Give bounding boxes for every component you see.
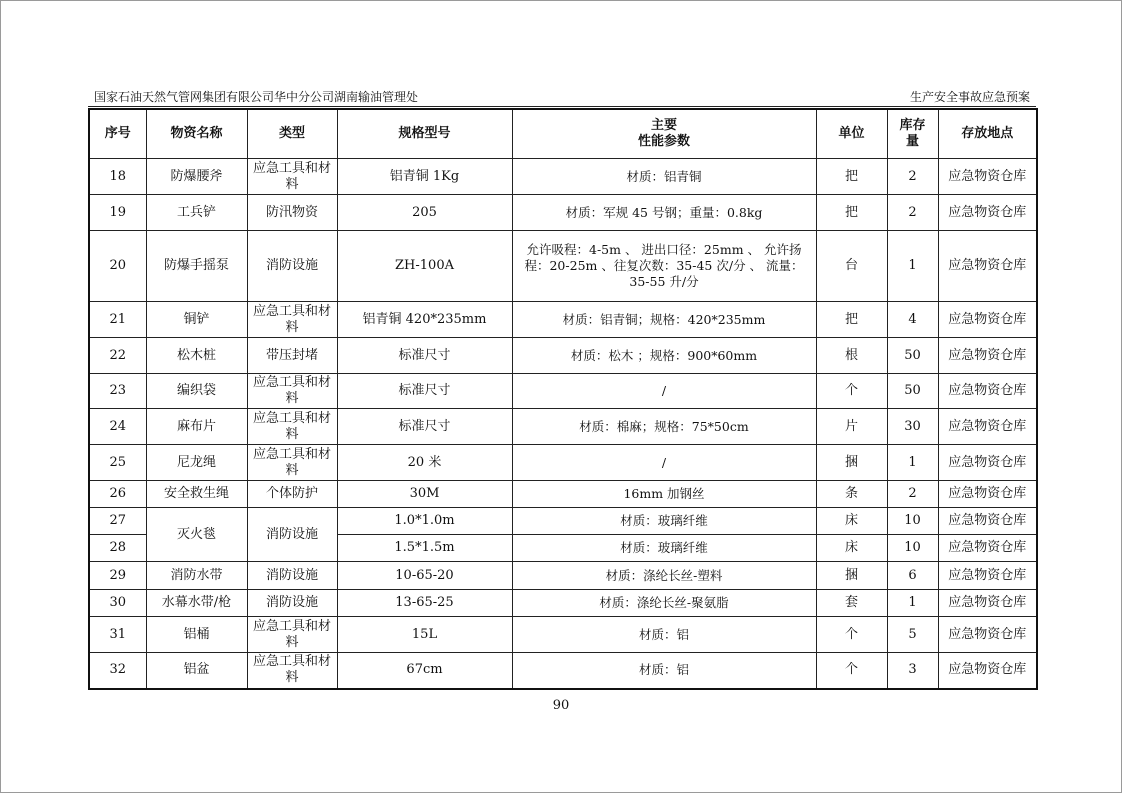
cell-location: 应急物资仓库 xyxy=(938,374,1037,409)
col-header-location: 存放地点 xyxy=(938,109,1037,159)
cell-qty: 2 xyxy=(887,195,938,231)
cell-unit: 台 xyxy=(816,231,887,302)
cell-location: 应急物资仓库 xyxy=(938,231,1037,302)
cell-name: 消防水带 xyxy=(146,562,247,590)
cell-location: 应急物资仓库 xyxy=(938,445,1037,481)
cell-no: 28 xyxy=(89,535,146,562)
table-row xyxy=(89,508,1037,535)
cell-no: 30 xyxy=(89,590,146,617)
cell-type: 消防设施 xyxy=(247,562,337,590)
cell-unit: 套 xyxy=(816,590,887,617)
table-row xyxy=(89,481,1037,508)
cell-params: 材质：军规 45 号钢；重量：0.8kg xyxy=(512,195,816,231)
cell-qty: 10 xyxy=(887,535,938,562)
cell-location: 应急物资仓库 xyxy=(938,535,1037,562)
cell-unit: 个 xyxy=(816,617,887,653)
cell-location: 应急物资仓库 xyxy=(938,302,1037,338)
cell-no: 26 xyxy=(89,481,146,508)
cell-no: 32 xyxy=(89,653,146,689)
table-row xyxy=(89,590,1037,617)
cell-type: 应急工具和材料 xyxy=(247,617,337,653)
col-header-type: 类型 xyxy=(247,109,337,159)
cell-no: 31 xyxy=(89,617,146,653)
cell-params: 材质：涤纶长丝-塑料 xyxy=(512,562,816,590)
page-number: 90 xyxy=(552,698,570,713)
cell-name: 麻布片 xyxy=(146,409,247,445)
table-row xyxy=(89,617,1037,653)
cell-unit: 床 xyxy=(816,535,887,562)
cell-unit: 个 xyxy=(816,653,887,689)
cell-qty: 6 xyxy=(887,562,938,590)
cell-params: 材质：玻璃纤维 xyxy=(512,535,816,562)
cell-location: 应急物资仓库 xyxy=(938,481,1037,508)
cell-qty: 10 xyxy=(887,508,938,535)
cell-name: 尼龙绳 xyxy=(146,445,247,481)
cell-qty: 50 xyxy=(887,338,938,374)
cell-location: 应急物资仓库 xyxy=(938,653,1037,689)
cell-params: 材质：铝青铜；规格：420*235mm xyxy=(512,302,816,338)
table-row xyxy=(89,562,1037,590)
cell-qty: 1 xyxy=(887,590,938,617)
cell-name: 水幕水带/枪 xyxy=(146,590,247,617)
cell-spec: 205 xyxy=(337,195,512,231)
col-header-qty xyxy=(887,109,938,159)
cell-spec: 1.0*1.0m xyxy=(337,508,512,535)
cell-spec: 15L xyxy=(337,617,512,653)
col-header-qty-line2: 量 xyxy=(905,134,919,149)
page-header xyxy=(88,88,1036,107)
cell-unit: 个 xyxy=(816,374,887,409)
cell-params: 材质：铝青铜 xyxy=(512,159,816,195)
cell-no: 23 xyxy=(89,374,146,409)
cell-spec: 标准尺寸 xyxy=(337,409,512,445)
cell-spec: 标准尺寸 xyxy=(337,338,512,374)
cell-type: 个体防护 xyxy=(247,481,337,508)
cell-location: 应急物资仓库 xyxy=(938,195,1037,231)
cell-type: 应急工具和材料 xyxy=(247,409,337,445)
cell-unit: 把 xyxy=(816,302,887,338)
cell-type: 消防设施 xyxy=(247,231,337,302)
cell-params: 材质：棉麻；规格：75*50cm xyxy=(512,409,816,445)
cell-unit: 把 xyxy=(816,159,887,195)
cell-params: 16mm 加钢丝 xyxy=(512,481,816,508)
cell-name: 工兵铲 xyxy=(146,195,247,231)
cell-no: 18 xyxy=(89,159,146,195)
cell-type: 消防设施 xyxy=(247,508,337,562)
cell-name: 防爆手摇泵 xyxy=(146,231,247,302)
cell-qty: 1 xyxy=(887,445,938,481)
table-row xyxy=(89,409,1037,445)
table-row xyxy=(89,653,1037,689)
col-header-params-line2: 性能参数 xyxy=(637,134,690,149)
cell-name: 编织袋 xyxy=(146,374,247,409)
cell-no: 25 xyxy=(89,445,146,481)
cell-location: 应急物资仓库 xyxy=(938,617,1037,653)
cell-qty: 1 xyxy=(887,231,938,302)
cell-unit: 根 xyxy=(816,338,887,374)
table-row xyxy=(89,374,1037,409)
cell-params: 材质：玻璃纤维 xyxy=(512,508,816,535)
cell-type: 应急工具和材料 xyxy=(247,374,337,409)
table-row xyxy=(89,338,1037,374)
cell-spec: 铝青铜 1Kg xyxy=(337,159,512,195)
cell-no: 21 xyxy=(89,302,146,338)
cell-spec: 13-65-25 xyxy=(337,590,512,617)
cell-params: / xyxy=(512,374,816,409)
cell-unit: 把 xyxy=(816,195,887,231)
cell-name: 安全救生绳 xyxy=(146,481,247,508)
cell-qty: 50 xyxy=(887,374,938,409)
header-doc-title: 生产安全事故应急预案 xyxy=(909,90,1030,104)
cell-name: 铝桶 xyxy=(146,617,247,653)
cell-no: 24 xyxy=(89,409,146,445)
header-row xyxy=(89,109,1037,159)
cell-unit: 捆 xyxy=(816,562,887,590)
cell-spec: 67cm xyxy=(337,653,512,689)
cell-location: 应急物资仓库 xyxy=(938,159,1037,195)
cell-type: 应急工具和材料 xyxy=(247,445,337,481)
cell-name: 铝盆 xyxy=(146,653,247,689)
col-header-unit: 单位 xyxy=(816,109,887,159)
cell-location: 应急物资仓库 xyxy=(938,409,1037,445)
cell-no: 20 xyxy=(89,231,146,302)
cell-spec: ZH-100A xyxy=(337,231,512,302)
cell-location: 应急物资仓库 xyxy=(938,338,1037,374)
cell-spec: 铝青铜 420*235mm xyxy=(337,302,512,338)
table-row xyxy=(89,195,1037,231)
cell-qty: 30 xyxy=(887,409,938,445)
col-header-spec: 规格型号 xyxy=(337,109,512,159)
cell-unit: 片 xyxy=(816,409,887,445)
cell-params: 材质：铝 xyxy=(512,653,816,689)
cell-qty: 2 xyxy=(887,481,938,508)
header-org-name: 国家石油天然气管网集团有限公司华中分公司湖南输油管理处 xyxy=(94,90,419,104)
cell-name: 灭火毯 xyxy=(146,508,247,562)
col-header-name: 物资名称 xyxy=(146,109,247,159)
cell-params: / xyxy=(512,445,816,481)
cell-spec: 1.5*1.5m xyxy=(337,535,512,562)
cell-type: 防汛物资 xyxy=(247,195,337,231)
cell-location: 应急物资仓库 xyxy=(938,562,1037,590)
cell-no: 29 xyxy=(89,562,146,590)
col-header-params-line1: 主要 xyxy=(650,118,677,133)
cell-unit: 捆 xyxy=(816,445,887,481)
cell-params: 允许吸程：4-5m 、 进出口径：25mm 、 允许扬程：20-25m 、往复次数：35-45 次/分 、 流量：35-55 升/分 xyxy=(512,231,816,302)
cell-qty: 2 xyxy=(887,159,938,195)
cell-spec: 标准尺寸 xyxy=(337,374,512,409)
cell-location: 应急物资仓库 xyxy=(938,590,1037,617)
cell-no: 22 xyxy=(89,338,146,374)
cell-location: 应急物资仓库 xyxy=(938,508,1037,535)
table-row xyxy=(89,302,1037,338)
col-header-params xyxy=(512,109,816,159)
cell-spec: 30M xyxy=(337,481,512,508)
cell-type: 消防设施 xyxy=(247,590,337,617)
table-row xyxy=(89,445,1037,481)
cell-unit: 床 xyxy=(816,508,887,535)
cell-qty: 5 xyxy=(887,617,938,653)
cell-spec: 20 米 xyxy=(337,445,512,481)
materials-table xyxy=(88,108,1038,690)
cell-name: 防爆腰斧 xyxy=(146,159,247,195)
cell-no: 19 xyxy=(89,195,146,231)
cell-params: 材质：铝 xyxy=(512,617,816,653)
cell-qty: 4 xyxy=(887,302,938,338)
cell-qty: 3 xyxy=(887,653,938,689)
cell-unit: 条 xyxy=(816,481,887,508)
cell-type: 应急工具和材料 xyxy=(247,302,337,338)
col-header-qty-line1: 库存 xyxy=(899,118,926,133)
cell-name: 松木桩 xyxy=(146,338,247,374)
table-row xyxy=(89,159,1037,195)
cell-params: 材质：涤纶长丝-聚氨脂 xyxy=(512,590,816,617)
cell-params: 材质：松木 ；规格：900*60mm xyxy=(512,338,816,374)
cell-name: 铜铲 xyxy=(146,302,247,338)
cell-type: 应急工具和材料 xyxy=(247,159,337,195)
cell-no: 27 xyxy=(89,508,146,535)
cell-type: 带压封堵 xyxy=(247,338,337,374)
col-header-no: 序号 xyxy=(89,109,146,159)
cell-spec: 10-65-20 xyxy=(337,562,512,590)
cell-type: 应急工具和材料 xyxy=(247,653,337,689)
table-row xyxy=(89,231,1037,302)
